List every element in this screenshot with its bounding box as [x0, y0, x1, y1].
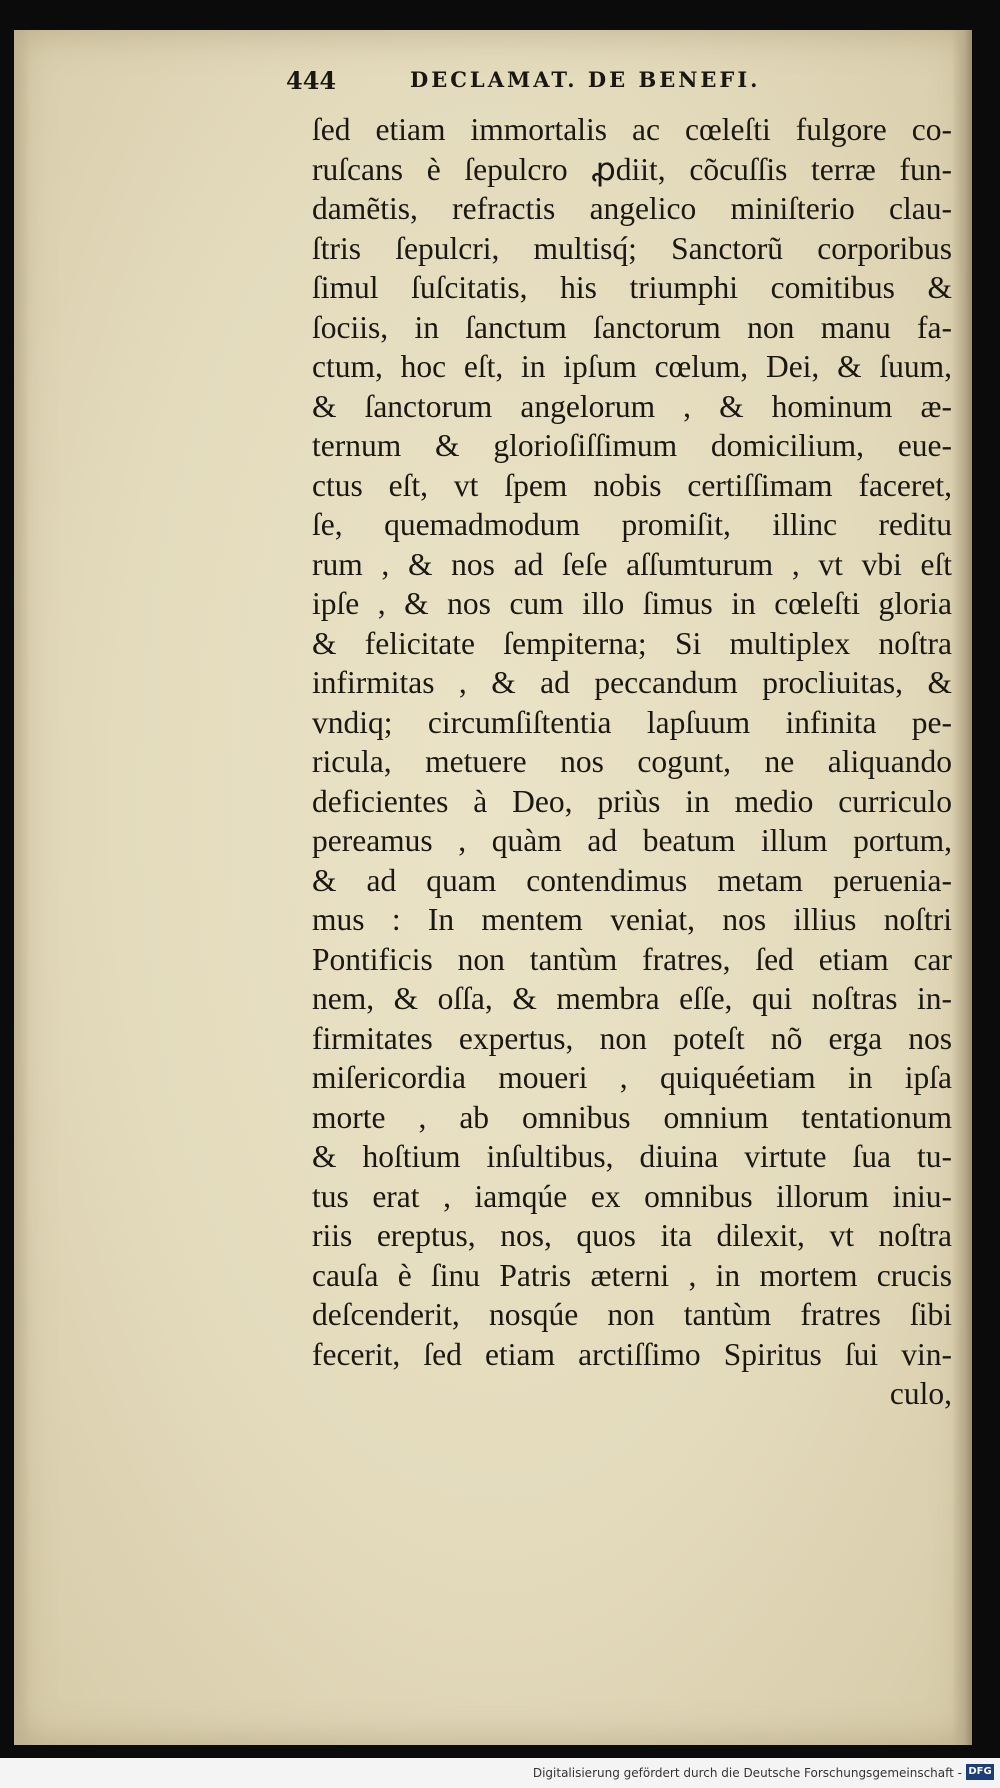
text-line: vndiq; circumſiſtentia lapſuum infinita pe-	[312, 704, 952, 740]
text-line: ipſe , & nos cum illo ſimus in cœleſti gloria	[312, 586, 952, 621]
text-line: ctum, hoc eſt, in ipſum cœlum, Dei, & ſuum,	[312, 349, 952, 384]
text-line: mus : In mentem veniat, nos illius noſtri	[312, 902, 952, 937]
text-line: & ſanctorum angelorum , & hominum æ-	[312, 388, 952, 424]
text-line: ſe, quemadmodum promiſit, illinc reditu	[312, 507, 952, 542]
text-line: cauſa è ſinu Patris æterni , in mortem crucis	[312, 1257, 952, 1293]
dfg-logo-icon: DFG	[966, 1764, 994, 1780]
text-line: & hoſtium inſultibus, diuina virtute ſua tu-	[312, 1139, 952, 1174]
text-line: firmitates expertus, non poteſt nõ erga nos	[312, 1020, 952, 1056]
text-line: damẽtis, refractis angelico miniſterio clau-	[312, 191, 952, 226]
text-line: ſed etiam immortalis ac cœleſti fulgore co-	[312, 112, 952, 147]
page-number: 444	[286, 66, 337, 95]
text-line: ſimul ſuſcitatis, his triumphi comitibus &	[312, 270, 952, 305]
page-edge-shadow	[952, 30, 972, 1745]
text-line: morte , ab omnibus omnium tentationum	[312, 1099, 952, 1135]
page-gutter-shadow	[14, 30, 30, 1745]
digitization-footer	[0, 1758, 1000, 1788]
text-line: deficientes à Deo, priùs in medio curriculo	[312, 783, 952, 819]
text-line: riis ereptus, nos, quos ita dilexit, vt noſtra	[312, 1218, 952, 1253]
body-text	[312, 110, 952, 1414]
text-line: pereamus , quàm ad beatum illum portum,	[312, 823, 952, 858]
text-line: miſericordia moueri , quiquéetiam in ipſa	[312, 1060, 952, 1095]
text-line: tus erat , iamqúe ex omnibus illorum iniu-	[312, 1178, 952, 1214]
text-line: Pontificis non tantùm fratres, ſed etiam car	[312, 941, 952, 977]
text-line: & felicitate ſempiterna; Si multiplex noſtra	[312, 625, 952, 661]
text-line: rum , & nos ad ſeſe aſſumturum , vt vbi eſt	[312, 546, 952, 582]
text-line: deſcenderit, nosqúe non tantùm fratres ſibi	[312, 1297, 952, 1332]
text-line: ruſcans è ſepulcro ꝓdiit, cõcuſſis terræ fun-	[312, 151, 952, 187]
digitization-note: Digitalisierung gefördert durch die Deutsche Forschungsgemeinschaft -	[532, 1766, 962, 1780]
text-line: & ad quam contendimus metam peruenia-	[312, 862, 952, 898]
text-line: infirmitas , & ad peccandum procliuitas, &	[312, 665, 952, 700]
text-line: fecerit, ſed etiam arctiſſimo Spiritus ſui vin-	[312, 1336, 952, 1372]
text-line: ſociis, in ſanctum ſanctorum non manu fa-	[312, 309, 952, 345]
text-line: nem, & oſſa, & membra eſſe, qui noſtras in-	[312, 981, 952, 1016]
text-line: ctus eſt, vt ſpem nobis certiſſimam faceret,	[312, 467, 952, 503]
running-head: DECLAMAT. DE BENEFI.	[410, 67, 761, 92]
text-line: ſtris ſepulcri, multisq́; Sanctorũ corporibus	[312, 230, 952, 266]
text-line: ricula, metuere nos cogunt, ne aliquando	[312, 744, 952, 779]
page-header	[286, 58, 886, 104]
text-line: ternum & glorioſiſſimum domicilium, eue-	[312, 428, 952, 463]
catchword: culo,	[889, 1376, 952, 1411]
